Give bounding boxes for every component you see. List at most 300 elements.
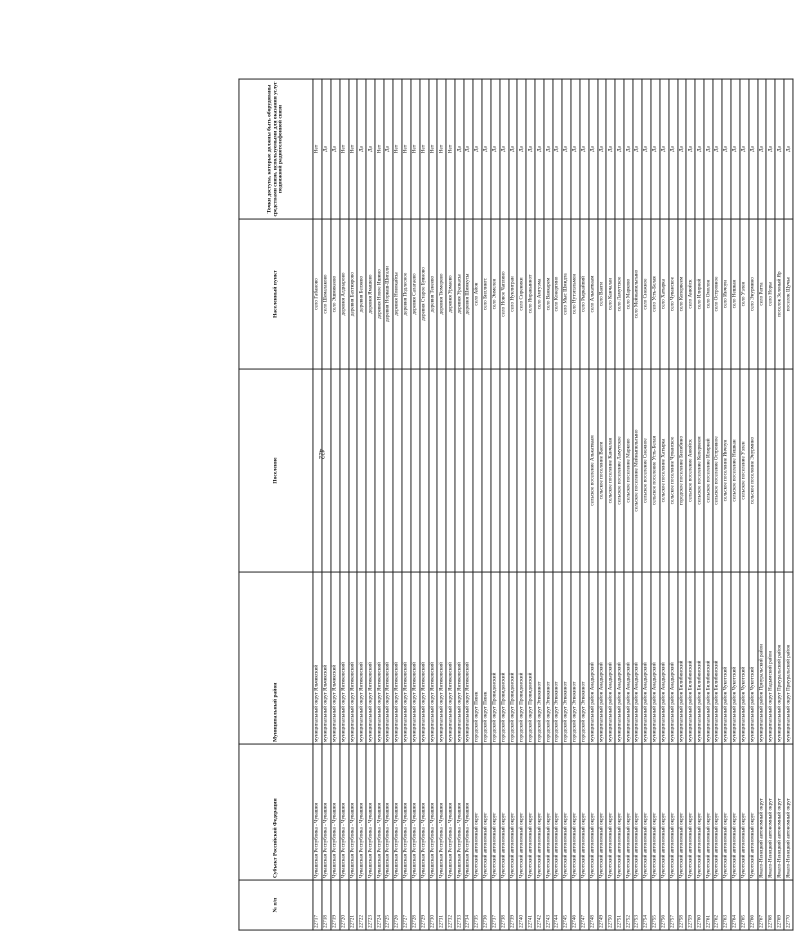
table-row	[526, 79, 535, 930]
table-row	[749, 79, 758, 930]
row-number: 22729	[420, 880, 429, 930]
subject-cell: Чувашская Республика - Чувашия	[357, 744, 366, 880]
table-row	[571, 79, 580, 930]
district-cell: муниципальный округ Приуральский район	[775, 572, 784, 744]
table-row	[713, 79, 722, 930]
header-subject: Субъект Российской Федерации	[239, 744, 313, 880]
locality-cell: село Уэлен	[740, 219, 749, 369]
locality-cell: село Рыркайпий	[580, 219, 589, 369]
table-row	[384, 79, 393, 930]
table-row	[340, 79, 349, 930]
header-access: Точки доступа, которые должны быть оборудованы средствами связи, используемыми для оказания услуг подвижной радиотелефонной связи	[239, 79, 313, 219]
table-row	[740, 79, 749, 930]
subject-cell: Чукотский автономный округ	[589, 744, 598, 880]
subject-cell: Чукотский автономный округ	[491, 744, 500, 880]
locality-cell: поселок Зеленый Яр	[775, 219, 784, 369]
table-row	[784, 79, 793, 930]
access-cell: Да	[624, 79, 633, 219]
row-number: 22752	[624, 880, 633, 930]
table-row	[420, 79, 429, 930]
district-cell: муниципальный район Чукотский	[731, 572, 740, 744]
locality-cell: село Мейныпильгыно	[633, 219, 642, 369]
settlement-cell	[517, 369, 526, 572]
settlement-cell	[366, 369, 375, 572]
row-number: 22734	[464, 880, 473, 930]
subject-cell: Чувашская Республика - Чувашия	[322, 744, 331, 880]
access-cell: Да	[597, 79, 606, 219]
settlement-cell: сельское поселение Ламутское	[615, 369, 624, 572]
locality-cell: село Инчоун	[722, 219, 731, 369]
access-cell: Да	[633, 79, 642, 219]
locality-cell: село Марково	[624, 219, 633, 369]
settlement-cell: сельское поселение Анюйск	[686, 369, 695, 572]
access-cell: Да	[366, 79, 375, 219]
district-cell: муниципальный округ Янтиковский	[446, 572, 455, 744]
table-row	[615, 79, 624, 930]
access-cell: Да	[731, 79, 740, 219]
subject-cell: Чукотский автономный округ	[580, 744, 589, 880]
table-row	[375, 79, 384, 930]
district-cell: муниципальный район Приуральский район	[757, 572, 766, 744]
settlement-cell: сельское поселение Алькатваам	[589, 369, 598, 572]
settlement-cell	[411, 369, 420, 572]
row-number: 22745	[562, 880, 571, 930]
access-cell: Да	[491, 79, 500, 219]
locality-cell: село Шемалаково	[322, 219, 331, 369]
locality-cell: село Энурмино	[749, 219, 758, 369]
settlement-cell	[331, 369, 340, 572]
subject-cell: Ямало-Ненецкий автономный округ	[757, 744, 766, 880]
district-cell: муниципальный район Чукотский	[749, 572, 758, 744]
settlement-cell	[544, 369, 553, 572]
subject-cell: Чукотский автономный округ	[553, 744, 562, 880]
district-cell: муниципальный округ Янтиковский	[349, 572, 358, 744]
subject-cell: Чукотский автономный округ	[633, 744, 642, 880]
row-number: 22750	[606, 880, 615, 930]
row-number: 22723	[366, 880, 375, 930]
row-number: 22733	[455, 880, 464, 930]
district-cell: муниципальный район Билибинский	[695, 572, 704, 744]
settlement-cell	[473, 369, 482, 572]
locality-cell: село Анюйск	[686, 219, 695, 369]
access-cell: Да	[695, 79, 704, 219]
locality-cell: село Чуванское	[669, 219, 678, 369]
locality-cell: село Кепервеем	[677, 219, 686, 369]
district-cell: муниципальный район Билибинский	[704, 572, 713, 744]
table-row	[357, 79, 366, 930]
row-number: 22719	[331, 880, 340, 930]
table-row	[597, 79, 606, 930]
table-row	[589, 79, 598, 930]
access-cell: Да	[740, 79, 749, 219]
locality-cell: деревня Норваш-Шигали	[384, 219, 393, 369]
table-row	[704, 79, 713, 930]
header-locality: Населенный пункт	[239, 219, 313, 369]
row-number: 22737	[491, 880, 500, 930]
subject-cell: Чукотский автономный округ	[749, 744, 758, 880]
table-row	[553, 79, 562, 930]
table-row	[393, 79, 402, 930]
subject-cell: Чукотский автономный округ	[473, 744, 482, 880]
locality-cell: деревня Шимкусы	[464, 219, 473, 369]
locality-cell: село Ратта	[757, 219, 766, 369]
access-cell: Да	[322, 79, 331, 219]
subject-cell: Чукотский автономный округ	[562, 744, 571, 880]
access-cell: Да	[775, 79, 784, 219]
locality-cell: деревня Старое Буяново	[420, 219, 429, 369]
subject-cell: Чукотский автономный округ	[482, 744, 491, 880]
district-cell: муниципальный район Чукотский	[740, 572, 749, 744]
table-row	[366, 79, 375, 930]
access-cell: Да	[722, 79, 731, 219]
table-row	[535, 79, 544, 930]
locality-cell: село Габаново	[313, 219, 322, 369]
access-cell: Да	[766, 79, 775, 219]
table-row	[429, 79, 438, 930]
table-row	[660, 79, 669, 930]
district-cell: городской округ Провиденский	[526, 572, 535, 744]
locality-cell: село Конергино	[553, 219, 562, 369]
settlement-cell	[349, 369, 358, 572]
table-row	[437, 79, 446, 930]
locality-cell: деревня Урмаево	[446, 219, 455, 369]
locality-cell: село Илирней	[695, 219, 704, 369]
settlement-cell	[482, 369, 491, 572]
locality-cell: село Нутэпэльмен	[571, 219, 580, 369]
table-row	[402, 79, 411, 930]
settlement-cell: сельское поселение Илирней	[704, 369, 713, 572]
locality-cell: село Эшмикеево	[331, 219, 340, 369]
row-number: 22760	[695, 880, 704, 930]
district-cell: муниципальный район Анадырский	[624, 572, 633, 744]
table-header	[239, 79, 313, 930]
settlement-cell	[357, 369, 366, 572]
row-number: 22718	[322, 880, 331, 930]
settlement-cell	[437, 369, 446, 572]
settlement-cell	[553, 369, 562, 572]
access-cell: Да	[580, 79, 589, 219]
locality-cell: село Новое Чаплино	[500, 219, 509, 369]
district-cell: муниципальный округ Янтиковский	[384, 572, 393, 744]
row-number: 22720	[340, 880, 349, 930]
district-cell: муниципальный округ Янтиковский	[357, 572, 366, 744]
row-number: 22757	[669, 880, 678, 930]
access-cell: Да	[526, 79, 535, 219]
subject-cell: Чувашская Республика - Чувашия	[411, 744, 420, 880]
settlement-cell	[464, 369, 473, 572]
settlement-cell	[500, 369, 509, 572]
settlement-cell	[420, 369, 429, 572]
settlement-cell: сельское поселение Ваеги	[597, 369, 606, 572]
access-cell: Да	[500, 79, 509, 219]
district-cell: муниципальный округ Янтиковский	[464, 572, 473, 744]
subject-cell: Чувашская Республика - Чувашия	[402, 744, 411, 880]
locality-cell: село Янракыннот	[526, 219, 535, 369]
settlement-cell: сельское поселение Чуванское	[669, 369, 678, 572]
settlement-cell	[429, 369, 438, 572]
access-cell: Да	[544, 79, 553, 219]
table-row	[455, 79, 464, 930]
row-number: 22766	[749, 880, 758, 930]
row-number: 22758	[677, 880, 686, 930]
subject-cell: Чукотский автономный округ	[731, 744, 740, 880]
row-number: 22735	[473, 880, 482, 930]
table-header-row	[239, 79, 313, 930]
locality-cell: поселок Щучье	[784, 219, 793, 369]
district-cell: муниципальный округ Янтиковский	[340, 572, 349, 744]
row-number: 22767	[757, 880, 766, 930]
settlement-cell: городское поселение Билибино	[677, 369, 686, 572]
table-row	[491, 79, 500, 930]
row-number: 22731	[437, 880, 446, 930]
subject-cell: Чукотский автономный округ	[500, 744, 509, 880]
district-cell: муниципальный округ Янтиковский	[393, 572, 402, 744]
district-cell: муниципальный район Билибинский	[713, 572, 722, 744]
locality-cell: деревня Ямашево	[366, 219, 375, 369]
subject-cell: Чувашская Республика - Чувашия	[375, 744, 384, 880]
subject-cell: Чукотский автономный округ	[571, 744, 580, 880]
settlement-cell	[313, 369, 322, 572]
subject-cell: Чувашская Республика - Чувашия	[384, 744, 393, 880]
district-cell: муниципальный район Билибинский	[686, 572, 695, 744]
access-cell: Да	[704, 79, 713, 219]
settlement-cell	[491, 369, 500, 572]
row-number: 22717	[313, 880, 322, 930]
access-cell: Да	[331, 79, 340, 219]
row-number: 22763	[722, 880, 731, 930]
row-number: 22759	[686, 880, 695, 930]
access-cell: Да	[553, 79, 562, 219]
district-cell: городской округ Эгвекинот	[535, 572, 544, 744]
settlement-cell	[393, 369, 402, 572]
access-cell: Да	[784, 79, 793, 219]
subject-cell: Чукотский автономный округ	[597, 744, 606, 880]
district-cell: муниципальный округ Приуральский район	[784, 572, 793, 744]
district-cell: муниципальный округ Яльчикский	[322, 572, 331, 744]
row-number: 22726	[393, 880, 402, 930]
district-cell: муниципальный район Анадырский	[606, 572, 615, 744]
row-number: 22748	[589, 880, 598, 930]
access-cell: Да	[677, 79, 686, 219]
access-cell: Да	[651, 79, 660, 219]
table-row	[446, 79, 455, 930]
subject-cell: Чукотский автономный округ	[642, 744, 651, 880]
district-cell: муниципальный район Анадырский	[597, 572, 606, 744]
row-number: 22756	[660, 880, 669, 930]
settlement-cell: сельское поселение Марково	[624, 369, 633, 572]
district-cell: муниципальный район Чукотский	[722, 572, 731, 744]
table-row	[766, 79, 775, 930]
row-number: 22730	[429, 880, 438, 930]
access-cell: Нет	[429, 79, 438, 219]
district-cell: городской округ Провиденский	[491, 572, 500, 744]
row-number: 22728	[411, 880, 420, 930]
table-row	[580, 79, 589, 930]
locality-cell: село Энмелен	[491, 219, 500, 369]
row-number: 22741	[526, 880, 535, 930]
district-cell: муниципальный район Анадырский	[660, 572, 669, 744]
access-cell: Да	[686, 79, 695, 219]
district-cell: муниципальный округ Янтиковский	[411, 572, 420, 744]
table-row	[509, 79, 518, 930]
table-row	[624, 79, 633, 930]
table-body	[313, 79, 793, 930]
table-row	[517, 79, 526, 930]
subject-cell: Чукотский автономный округ	[517, 744, 526, 880]
subject-cell: Чукотский автономный округ	[695, 744, 704, 880]
row-number: 22721	[349, 880, 358, 930]
subject-cell: Чувашская Республика - Чувашия	[340, 744, 349, 880]
district-cell: муниципальный район Анадырский	[615, 572, 624, 744]
district-cell: муниципальный округ Янтиковский	[455, 572, 464, 744]
subject-cell: Чувашская Республика - Чувашия	[393, 744, 402, 880]
district-cell: городской округ Певек	[473, 572, 482, 744]
access-cell: Да	[535, 79, 544, 219]
row-number: 22743	[544, 880, 553, 930]
row-number: 22736	[482, 880, 491, 930]
row-number: 22764	[731, 880, 740, 930]
locality-cell: село Ламутское	[615, 219, 624, 369]
district-cell: муниципальный район Анадырский	[633, 572, 642, 744]
settlement-cell	[535, 369, 544, 572]
row-number: 22739	[509, 880, 518, 930]
row-number: 22724	[375, 880, 384, 930]
locality-cell: село Канчалан	[606, 219, 615, 369]
subject-cell: Ямало-Ненецкий автономный округ	[775, 744, 784, 880]
access-cell: Да	[473, 79, 482, 219]
settlement-cell	[766, 369, 775, 572]
subject-cell: Чукотский автономный округ	[624, 744, 633, 880]
header-settlement: Поселение	[239, 369, 313, 572]
row-number: 22753	[633, 880, 642, 930]
settlement-cell	[455, 369, 464, 572]
table-row	[313, 79, 322, 930]
row-number: 22751	[615, 880, 624, 930]
settlement-cell: сельское поселение Усть-Белая	[651, 369, 660, 572]
subject-cell: Чувашская Республика - Чувашия	[420, 744, 429, 880]
subject-cell: Чукотский автономный округ	[615, 744, 624, 880]
district-cell: городской округ Эгвекинот	[580, 572, 589, 744]
settlement-cell	[571, 369, 580, 572]
subject-cell: Чукотский автономный округ	[660, 744, 669, 880]
access-cell: Нет	[313, 79, 322, 219]
subject-cell: Чукотский автономный округ	[651, 744, 660, 880]
row-number: 22725	[384, 880, 393, 930]
table-row	[322, 79, 331, 930]
settlement-cell: сельское поселение Хатырка	[660, 369, 669, 572]
locality-cell: деревня Тенеево	[429, 219, 438, 369]
subject-cell: Чукотский автономный округ	[677, 744, 686, 880]
locality-cell: село Усть-Белая	[651, 219, 660, 369]
access-cell: Нет	[375, 79, 384, 219]
table-row	[651, 79, 660, 930]
district-cell: муниципальный округ Янтиковский	[429, 572, 438, 744]
district-cell: муниципальный район Анадырский	[651, 572, 660, 744]
locality-cell: деревня Новое Ишино	[375, 219, 384, 369]
locality-cell: деревня Алдиарово	[340, 219, 349, 369]
district-cell: муниципальный округ Янтиковский	[366, 572, 375, 744]
table-row	[695, 79, 704, 930]
table-row	[473, 79, 482, 930]
district-cell: муниципальный округ Яльчикский	[313, 572, 322, 744]
access-cell: Да	[562, 79, 571, 219]
district-cell: городской округ Эгвекинот	[562, 572, 571, 744]
locality-cell: село Айон	[473, 219, 482, 369]
access-cell: Да	[384, 79, 393, 219]
settlement-cell	[375, 369, 384, 572]
locality-cell: деревня Уразкасы	[455, 219, 464, 369]
subject-cell: Чувашская Республика - Чувашия	[331, 744, 340, 880]
row-number: 22770	[784, 880, 793, 930]
table-row	[633, 79, 642, 930]
subject-cell: Чукотский автономный округ	[509, 744, 518, 880]
settlement-cell	[580, 369, 589, 572]
access-cell: Да	[660, 79, 669, 219]
district-cell: городской округ Эгвекинот	[571, 572, 580, 744]
subject-cell: Чукотский автономный округ	[740, 744, 749, 880]
access-cell: Нет	[402, 79, 411, 219]
locality-cell: деревня Салагаево	[411, 219, 420, 369]
locality-cell: село Амгуэма	[535, 219, 544, 369]
access-cell: Да	[642, 79, 651, 219]
settlement-cell	[340, 369, 349, 572]
header-district: Муниципальный район	[239, 572, 313, 744]
district-cell: муниципальный район Анадырский	[669, 572, 678, 744]
header-num: № п/п	[239, 880, 313, 930]
settlement-cell	[526, 369, 535, 572]
access-cell: Да	[713, 79, 722, 219]
row-number: 22749	[597, 880, 606, 930]
settlement-cell: сельское поселение Инчоун	[722, 369, 731, 572]
settlement-cell	[562, 369, 571, 572]
access-cell: Да	[589, 79, 598, 219]
subject-cell: Чукотский автономный округ	[669, 744, 678, 880]
page-number-text: 422	[317, 448, 325, 460]
row-number: 22765	[740, 880, 749, 930]
subject-cell: Чукотский автономный округ	[544, 744, 553, 880]
table-row	[686, 79, 695, 930]
locality-cell: село Биллингс	[482, 219, 491, 369]
table-row	[642, 79, 651, 930]
table-row	[349, 79, 358, 930]
row-number: 22740	[517, 880, 526, 930]
district-cell: городской округ Провиденский	[509, 572, 518, 744]
locality-cell: село Алькатваам	[589, 219, 598, 369]
district-cell: городской округ Певек	[482, 572, 491, 744]
table-row	[669, 79, 678, 930]
access-cell: Да	[757, 79, 766, 219]
locality-cell: село Омолон	[704, 219, 713, 369]
row-number: 22755	[651, 880, 660, 930]
locality-cell: село Ванкарем	[544, 219, 553, 369]
settlement-cell: сельское поселение Снежное	[642, 369, 651, 572]
subject-cell: Чувашская Республика - Чувашия	[437, 744, 446, 880]
settlement-cell: сельское поселение Мейныпильгыно	[633, 369, 642, 572]
access-cell: Да	[482, 79, 491, 219]
settlement-cell	[322, 369, 331, 572]
district-cell: муниципальный округ Яльчикский	[331, 572, 340, 744]
settlement-cell	[784, 369, 793, 572]
locality-cell: село Норы	[766, 219, 775, 369]
district-cell: муниципальный округ Надымский район	[766, 572, 775, 744]
subject-cell: Чувашская Республика - Чувашия	[366, 744, 375, 880]
row-number: 22762	[713, 880, 722, 930]
subject-cell: Ямало-Ненецкий автономный округ	[766, 744, 775, 880]
subject-cell: Чукотский автономный округ	[713, 744, 722, 880]
locality-cell: село Нешкан	[731, 219, 740, 369]
access-cell: Да	[749, 79, 758, 219]
access-cell: Да	[571, 79, 580, 219]
